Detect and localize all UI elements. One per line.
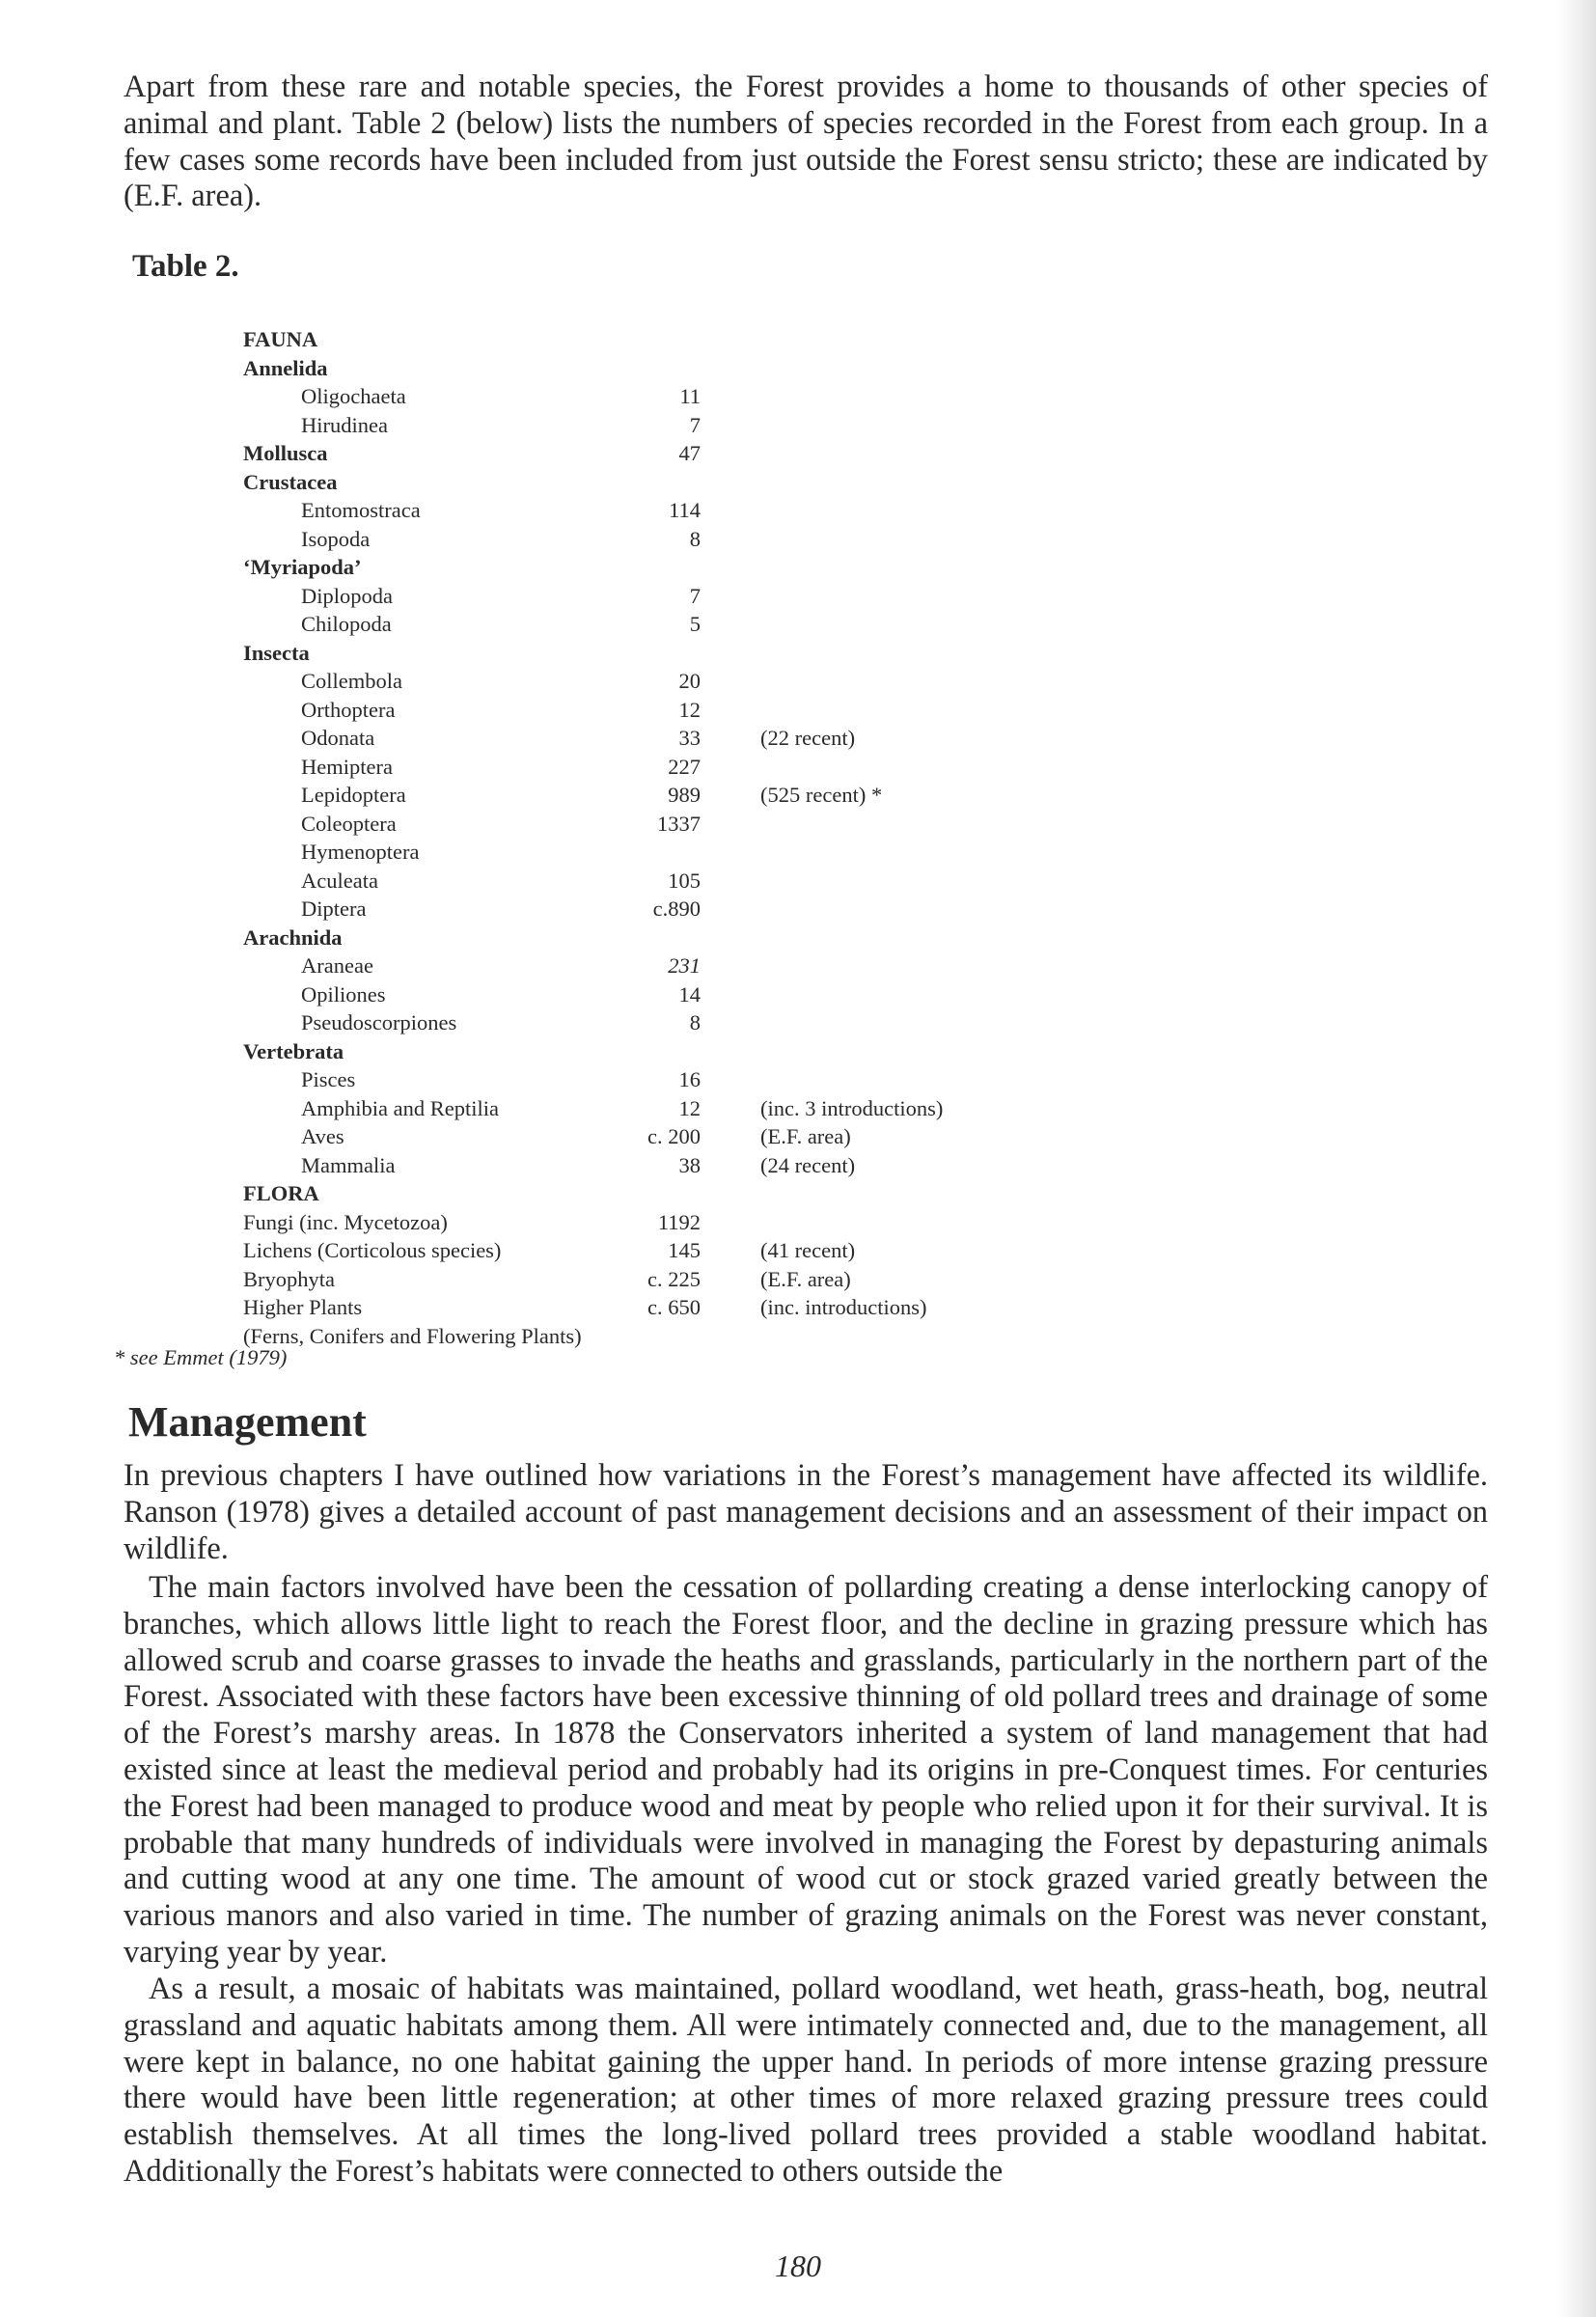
- table-row-note: (inc. 3 introductions): [760, 1095, 944, 1120]
- table-row-name: Pseudoscorpiones: [301, 1010, 457, 1034]
- table-row-name: Mammalia: [301, 1152, 396, 1177]
- table-row-name: Isopoda: [301, 526, 371, 551]
- table-row-name: Oligochaeta: [301, 384, 406, 408]
- table-row-name: Chilopoda: [301, 612, 392, 636]
- management-heading: Management: [128, 1398, 367, 1446]
- table-row-count: 8: [689, 526, 701, 551]
- table-row-name: Arachnida: [243, 924, 343, 950]
- table-row-name: Orthoptera: [301, 697, 396, 722]
- table-row-name: Vertebrata: [243, 1038, 344, 1063]
- table-row-count: c.890: [652, 896, 701, 921]
- table-title: Table 2.: [132, 249, 239, 284]
- table-row-name: Insecta: [243, 640, 310, 665]
- table-row-name: FLORA: [243, 1181, 319, 1205]
- table-row-count: 7: [689, 412, 701, 437]
- table-row-count: 114: [669, 498, 701, 522]
- table-row-note: (inc. introductions): [760, 1295, 927, 1319]
- page-number: 180: [775, 2248, 821, 2283]
- table-row-name: Higher Plants: [243, 1295, 363, 1319]
- table-row-name: Araneae: [301, 953, 373, 978]
- table-row-note: (22 recent): [760, 726, 856, 750]
- intro-paragraph: Apart from these rare and notable species, the Forest provides a home to thousands of other species of animal and plant. Table 2 (below) lists the numbers of species recorded in the Forest from each group. In a few cases some records have been included from just outside the Forest sensu stricto; these are indicated by (E.F. area).: [124, 69, 1488, 214]
- table-row-name: Diplopoda: [301, 583, 393, 608]
- table-row-count: 7: [689, 583, 701, 608]
- table-row-count: 145: [668, 1238, 701, 1262]
- table-row-note: (E.F. area): [760, 1124, 851, 1148]
- table-row-name: Amphibia and Reptilia: [301, 1095, 499, 1120]
- table-row-name: Mollusca: [243, 441, 328, 465]
- table-row-name: Pisces: [301, 1067, 356, 1091]
- table-row-count: 5: [689, 612, 701, 636]
- table-row-count: 47: [678, 441, 701, 465]
- table-row-name: Lepidoptera: [301, 783, 406, 807]
- table-row-note: (525 recent) *: [760, 783, 883, 807]
- table-row-count: 227: [668, 754, 701, 779]
- table-row-count: 14: [678, 981, 701, 1007]
- table-row-count: 11: [679, 384, 701, 408]
- page-edge-shadow: [1557, 0, 1596, 2317]
- table-row-count: 8: [689, 1010, 701, 1034]
- table-row-name: FAUNA: [243, 327, 318, 351]
- table-row-name: Fungi (inc. Mycetozoa): [243, 1209, 448, 1234]
- table-row-name: Hymenoptera: [301, 840, 420, 864]
- table-row-count: 12: [678, 697, 701, 722]
- table-row-name: (Ferns, Conifers and Flowering Plants): [243, 1323, 582, 1348]
- table-row-count: 33: [678, 726, 701, 750]
- table-row-name: ‘Myriapoda’: [243, 555, 362, 579]
- table-row-name: Crustacea: [243, 469, 338, 494]
- table-row-count: 16: [678, 1067, 701, 1091]
- table-row-name: Lichens (Corticolous species): [243, 1238, 502, 1262]
- table-row-note: (41 recent): [760, 1238, 856, 1262]
- table-row-count: c. 200: [647, 1124, 701, 1148]
- table-row-count: 12: [678, 1095, 701, 1120]
- table-row-name: Hirudinea: [301, 412, 388, 437]
- table-footnote: * see Emmet (1979): [114, 1345, 288, 1369]
- management-paragraph-1: In previous chapters I have outlined how variations in the Forest’s management have affected its wildlife. Ranson (1978) gives a detailed account of past management decisions and an assessment of their impact on wildlife.: [124, 1458, 1488, 1566]
- table-row-name: Bryophyta: [243, 1266, 335, 1291]
- table-row-name: Odonata: [301, 726, 375, 750]
- table-row-name: Collembola: [301, 669, 402, 693]
- table-row-note: (E.F. area): [760, 1266, 851, 1291]
- table-row-name: Entomostraca: [301, 498, 421, 522]
- table-row-count: 105: [668, 868, 701, 893]
- table-row-count: 1337: [657, 811, 701, 836]
- table-row-name: Hemiptera: [301, 754, 393, 779]
- table-row-count: 1192: [657, 1209, 701, 1234]
- table-row-name: Aculeata: [301, 868, 378, 893]
- table-row-count: 231: [668, 953, 701, 978]
- table-row-name: Coleoptera: [301, 811, 397, 836]
- table-row-name: Annelida: [243, 355, 328, 380]
- table-row-note: (24 recent): [760, 1152, 856, 1177]
- table-row-count: c. 650: [647, 1295, 701, 1319]
- management-paragraph-2: The main factors involved have been the cessation of pollarding creating a dense interlocking canopy of branches, which allows little light to reach the Forest floor, and the decline in grazing pressure which has allowed scrub and coarse grasses to invade the heaths and grasslands, particularly in the northern part of the Forest. Associated with these factors have been excessive thinning of old pollard trees and drainage of some of the Forest’s marshy areas. In 1878 the Conservators inherited a system of land management that had existed since at least the medieval period and probably had its origins in pre-Conquest times. For centuries the Forest had been managed to produce wood and meat by people who relied upon it for their survival. It is probable that many hundreds of individuals were involved in managing the Forest by depasturing animals and cutting wood at any one time. The amount of wood cut or stock grazed varied greatly between the various manors and also varied in time. The number of grazing animals on the Forest was never constant, varying year by year.: [124, 1570, 1488, 1970]
- table-row-count: 989: [668, 783, 701, 807]
- table-row-name: Diptera: [301, 896, 367, 921]
- table-row-count: 20: [678, 669, 701, 693]
- table-row-name: Opiliones: [301, 981, 386, 1007]
- table-row-count: c. 225: [647, 1266, 701, 1291]
- table-row-count: 38: [678, 1152, 701, 1177]
- table-row-name: Aves: [301, 1124, 344, 1148]
- management-paragraph-3: As a result, a mosaic of habitats was maintained, pollard woodland, wet heath, grass-heath, bog, neutral grassland and aquatic habitats among them. All were intimately connected and, due to the management, all were kept in balance, no one habitat gaining the upper hand. In periods of more intense grazing pressure there would have been little regeneration; at other times of more relaxed grazing pressure trees could establish themselves. At all times the long-lived pollard trees provided a stable woodland habitat. Additionally the Forest’s habitats were connected to others outside the: [124, 1972, 1488, 2189]
